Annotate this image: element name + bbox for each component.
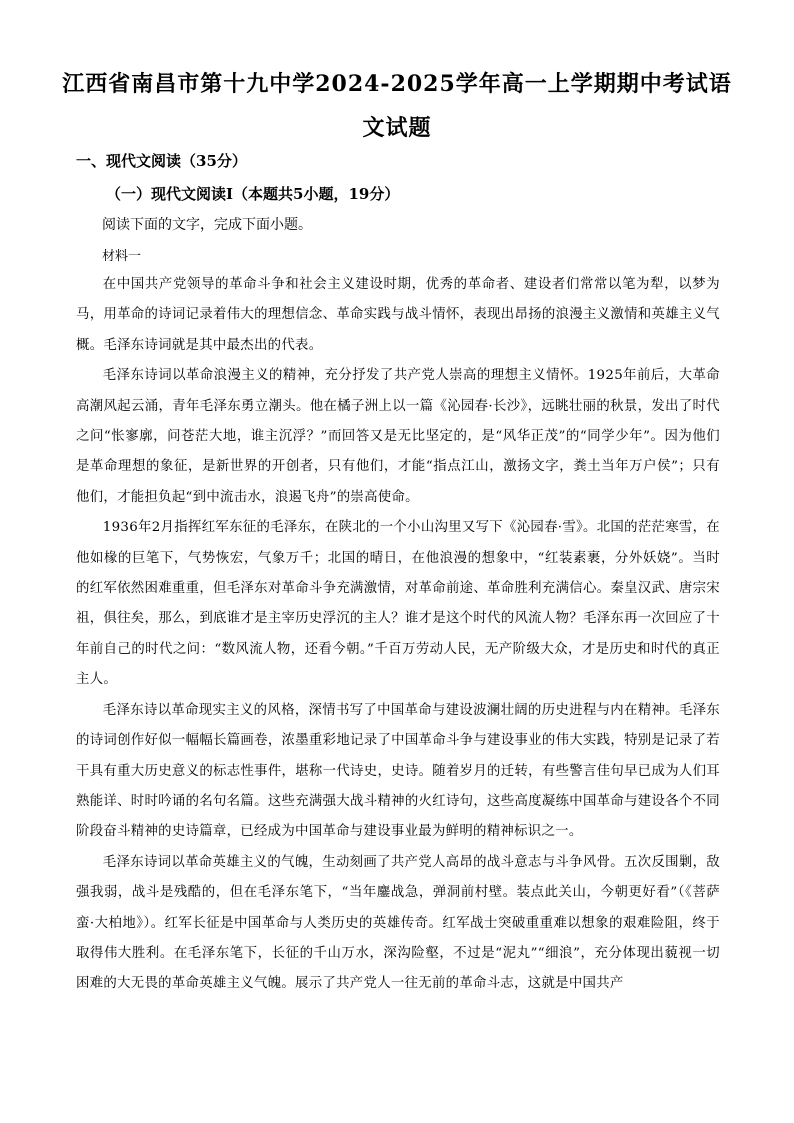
paragraph: 毛泽东诗词以革命英雄主义的气魄，生动刻画了共产党人高昂的战斗意志与斗争风骨。五次反围剿，敌强我弱，战斗是残酷的，但在毛泽东笔下，“当年鏖战急，弹洞前村壁。装点此关山，今朝更好看”（《菩萨蛮·大柏地》）。红军长征是中国革命与人类历史的英雄传奇。红军战士突破重重难以想象的艰难险阻，终于取得伟大胜利。在毛泽东笔下，长征的千山万水，深沟险壑，不过是“泥丸”“细浪”，充分体现出藐视一切困难的大无畏的革命英雄主义气魄。展示了共产党人一往无前的革命斗志，这就是中国共产 xyxy=(76,854,720,992)
document-title: 江西省南昌市第十九中学2024-2025学年高一上学期期中考试语文试题 xyxy=(62,71,732,141)
section-heading: 一、现代文阅读（35分） xyxy=(76,152,247,170)
paragraph: 毛泽东诗词以革命浪漫主义的精神，充分抒发了共产党人崇高的理想主义情怀。1925年前后，大革命高潮风起云涌，青年毛泽东勇立潮头。他在橘子洲上以一篇《沁园春·长沙》，远眺壮丽的秋景，发出了时代之问“怅寥廓，问苍茫大地，谁主沉浮？”而回答又是无比坚定的，是“风华正茂”的“同学少年”。因为他们是革命理想的象征，是新世界的开创者，只有他们，才能“指点江山，激扬文字，粪土当年万户侯”；只有他们，才能担负起“到中流击水，浪遏飞舟”的崇高使命。 xyxy=(76,368,720,505)
subsection-heading: （一）现代文阅读Ⅰ（本题共5小题，19分） xyxy=(106,185,400,203)
article-body xyxy=(76,270,720,1000)
paragraph: 在中国共产党领导的革命斗争和社会主义建设时期，优秀的革命者、建设者们常常以笔为犁，以梦为马，用革命的诗词记录着伟大的理想信念、革命实践与战斗情怀，表现出昂扬的浪漫主义激情和英雄主义气概。毛泽东诗词就是其中最杰出的代表。 xyxy=(76,277,720,353)
reading-instruction: 阅读下面的文字，完成下面小题。 xyxy=(102,217,312,233)
paragraph: 1936年2月指挥红军东征的毛泽东，在陕北的一个小山沟里又写下《沁园春·雪》。北国的茫茫寒雪，在他如椽的巨笔下，气势恢宏，气象万千；北国的晴日，在他浪漫的想象中，“红装素裹，分外妖娆”。当时的红军依然困难重重，但毛泽东对革命斗争充满激情，对革命前途、革命胜利充满信心。秦皇汉武、唐宗宋祖，俱往矣，那么，到底谁才是主宰历史浮沉的主人？谁才是这个时代的风流人物？毛泽东再一次回应了十年前自己的时代之问：“数风流人物，还看今朝。”千百万劳动人民，无产阶级大众，才是历史和时代的真正主人。 xyxy=(76,520,720,688)
material-label: 材料一 xyxy=(102,249,142,264)
paragraph: 毛泽东诗以革命现实主义的风格，深情书写了中国革命与建设波澜壮阔的历史进程与内在精神。毛泽东的诗词创作好似一幅幅长篇画卷，浓墨重彩地记录了中国革命斗争与建设事业的伟大实践，特别是记录了若干具有重大历史意义的标志性事件，堪称一代诗史，史诗。随着岁月的迁转，有些警言佳句早已成为人们耳熟能详、时时吟诵的名句名篇。这些充满强大战斗精神的火红诗句，这些高度凝练中国革命与建设各个不同阶段奋斗精神的史诗篇章，已经成为中国革命与建设事业最为鲜明的精神标识之一。 xyxy=(76,702,720,840)
